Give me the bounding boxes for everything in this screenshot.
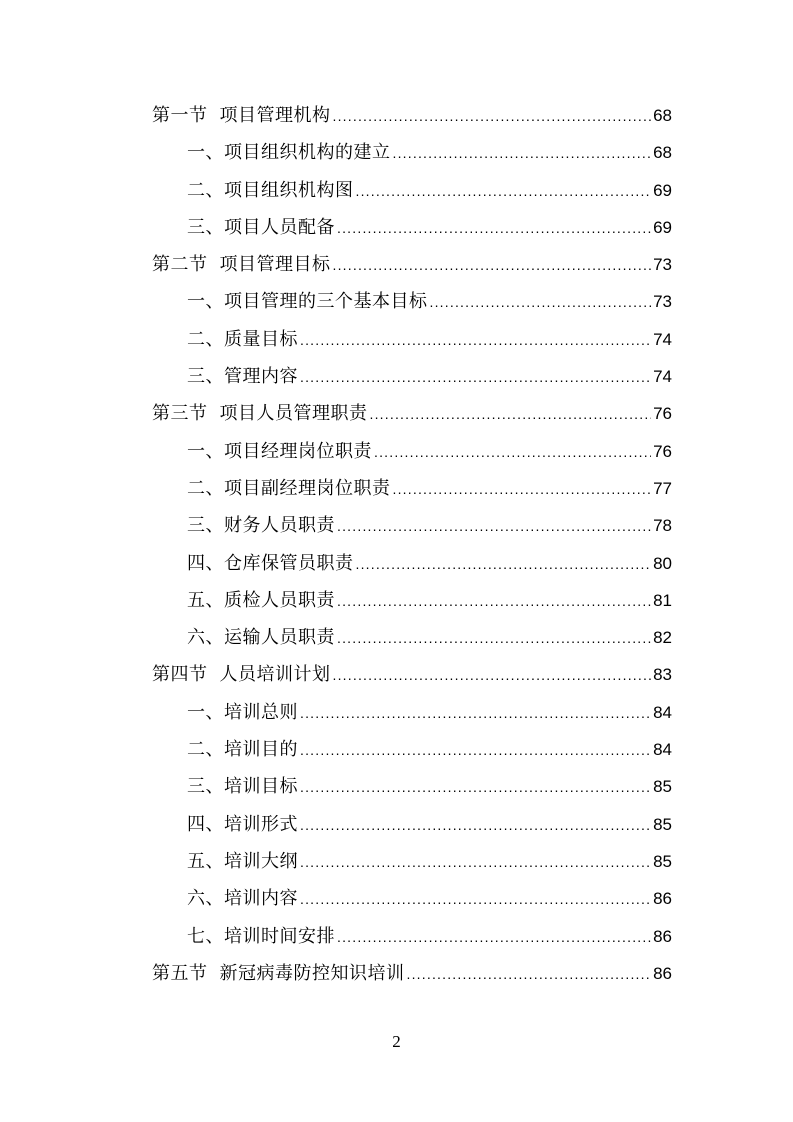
- toc-entry-label: [152, 250, 331, 276]
- toc-entry-title: 三、培训目标: [187, 776, 298, 798]
- toc-entry-label: [152, 660, 331, 686]
- toc-subsection-entry[interactable]: [0, 884, 793, 921]
- toc-dot-leader: [374, 444, 651, 460]
- toc-dot-leader: [337, 518, 651, 534]
- toc-entry-title: 六、运输人员职责: [187, 627, 335, 649]
- toc-entry-title: 二、培训目的: [187, 739, 298, 761]
- toc-entry-label: [187, 549, 354, 575]
- toc-entry-title: 一、项目管理的三个基本目标: [187, 291, 428, 313]
- toc-section-entry[interactable]: [0, 959, 793, 996]
- toc-page-number: 69: [653, 217, 672, 237]
- toc-page-number: 84: [653, 702, 672, 722]
- toc-section-entry[interactable]: [0, 250, 793, 287]
- toc-page-number: 69: [653, 180, 672, 200]
- toc-entry-title: 项目人员管理职责: [219, 403, 368, 425]
- toc-dot-leader: [300, 779, 651, 795]
- toc-subsection-entry[interactable]: [0, 772, 793, 809]
- toc-entry-title: 二、质量目标: [187, 328, 298, 350]
- toc-dot-leader: [300, 369, 651, 385]
- toc-dot-leader: [300, 891, 651, 907]
- toc-page-number: 68: [653, 106, 672, 125]
- toc-entry-title: 一、培训总则: [187, 701, 298, 723]
- toc-section-number: 第五节: [152, 962, 208, 984]
- toc-subsection-entry[interactable]: [0, 623, 793, 660]
- toc-entry-label: [187, 437, 372, 463]
- toc-page-number: 76: [653, 441, 672, 461]
- toc-subsection-entry[interactable]: [0, 325, 793, 362]
- toc-dot-leader: [337, 593, 651, 609]
- toc-entry-title: 三、财务人员职责: [187, 515, 335, 537]
- toc-page-number: 82: [653, 628, 672, 648]
- toc-dot-leader: [356, 556, 652, 572]
- toc-subsection-entry[interactable]: [0, 287, 793, 324]
- toc-entry-label: [187, 810, 298, 836]
- toc-subsection-entry[interactable]: [0, 362, 793, 399]
- toc-dot-leader: [333, 257, 652, 273]
- toc-dot-leader: [393, 145, 652, 161]
- toc-subsection-entry[interactable]: [0, 474, 793, 511]
- toc-page-number: 73: [653, 292, 672, 312]
- toc-dot-leader: [333, 108, 652, 124]
- toc-entry-label: [152, 959, 405, 985]
- toc-entry-label: [187, 847, 298, 873]
- toc-subsection-entry[interactable]: [0, 810, 793, 847]
- toc-entry-label: [152, 101, 331, 127]
- toc-subsection-entry[interactable]: [0, 698, 793, 735]
- toc-entry-title: 人员培训计划: [219, 664, 331, 686]
- toc-page-number: 84: [653, 740, 672, 760]
- toc-entry-title: 一、项目经理岗位职责: [187, 440, 372, 462]
- toc-page-number: 85: [653, 814, 672, 834]
- toc-subsection-entry[interactable]: [0, 549, 793, 586]
- toc-page-number: 74: [653, 329, 672, 349]
- toc-subsection-entry[interactable]: [0, 437, 793, 474]
- toc-page-number: 80: [653, 553, 672, 573]
- toc-page-number: 85: [653, 777, 672, 797]
- toc-entry-label: [187, 623, 335, 649]
- toc-page-number: 81: [653, 590, 672, 610]
- toc-dot-leader: [337, 220, 651, 236]
- toc-page-number: 77: [653, 478, 672, 498]
- toc-section-entry[interactable]: [0, 101, 793, 138]
- toc-subsection-entry[interactable]: [0, 138, 793, 175]
- toc-subsection-entry[interactable]: [0, 586, 793, 623]
- toc-page-number: 76: [653, 404, 672, 424]
- toc-entry-label: [187, 474, 391, 500]
- toc-dot-leader: [430, 294, 652, 310]
- toc-section-number: 第一节: [152, 105, 208, 126]
- toc-page-number: 85: [653, 851, 672, 871]
- toc-entry-label: [187, 287, 428, 313]
- toc-entry-label: [187, 922, 335, 948]
- toc-subsection-entry[interactable]: [0, 213, 793, 250]
- toc-entry-label: [187, 213, 335, 239]
- table-of-contents: [0, 101, 793, 996]
- toc-subsection-entry[interactable]: [0, 511, 793, 548]
- toc-page-number: 86: [653, 889, 672, 909]
- toc-entry-title: 四、培训形式: [187, 813, 298, 835]
- toc-page-number: 86: [653, 963, 672, 983]
- toc-entry-label: [187, 586, 335, 612]
- toc-subsection-entry[interactable]: [0, 735, 793, 772]
- toc-entry-label: [187, 511, 335, 537]
- toc-entry-label: [187, 735, 298, 761]
- toc-dot-leader: [300, 332, 651, 348]
- toc-entry-title: 新冠病毒防控知识培训: [219, 962, 405, 984]
- toc-entry-title: 三、项目人员配备: [187, 216, 335, 238]
- toc-page-number: 78: [653, 516, 672, 536]
- toc-dot-leader: [300, 817, 651, 833]
- toc-subsection-entry[interactable]: [0, 922, 793, 959]
- toc-dot-leader: [356, 183, 652, 199]
- toc-entry-title: 二、项目组织机构图: [187, 179, 354, 201]
- toc-entry-title: 五、培训大纲: [187, 850, 298, 872]
- toc-entry-title: 四、仓库保管员职责: [187, 552, 354, 574]
- toc-dot-leader: [370, 406, 652, 422]
- toc-entry-title: 五、质检人员职责: [187, 589, 335, 611]
- toc-dot-leader: [337, 929, 651, 945]
- toc-section-number: 第二节: [152, 254, 208, 276]
- toc-dot-leader: [393, 481, 652, 497]
- toc-entry-label: [187, 325, 298, 351]
- page-number: 2: [392, 1032, 401, 1051]
- toc-entry-title: 二、项目副经理岗位职责: [187, 477, 391, 499]
- toc-entry-title: 项目管理目标: [219, 254, 331, 276]
- toc-entry-title: 项目管理机构: [219, 105, 331, 126]
- toc-section-entry[interactable]: [0, 399, 793, 436]
- toc-entry-label: [187, 772, 298, 798]
- toc-entry-label: [187, 138, 391, 164]
- toc-page-number: 73: [653, 255, 672, 275]
- toc-entry-label: [187, 698, 298, 724]
- toc-dot-leader: [300, 854, 651, 870]
- toc-entry-label: [187, 176, 354, 202]
- toc-subsection-entry[interactable]: [0, 176, 793, 213]
- toc-section-entry[interactable]: [0, 660, 793, 697]
- toc-entry-title: 一、项目组织机构的建立: [187, 142, 391, 164]
- toc-entry-label: [187, 362, 298, 388]
- toc-entry-label: [152, 399, 368, 425]
- toc-page-number: 83: [653, 665, 672, 685]
- toc-entry-label: [187, 884, 298, 910]
- toc-page-number: 68: [653, 143, 672, 163]
- toc-dot-leader: [337, 630, 651, 646]
- toc-page-number: 74: [653, 367, 672, 387]
- toc-dot-leader: [407, 966, 652, 982]
- toc-dot-leader: [333, 667, 652, 683]
- toc-entry-title: 三、管理内容: [187, 366, 298, 388]
- toc-section-number: 第四节: [152, 664, 208, 686]
- toc-subsection-entry[interactable]: [0, 847, 793, 884]
- toc-entry-title: 七、培训时间安排: [187, 925, 335, 947]
- toc-page-number: 86: [653, 926, 672, 946]
- toc-section-number: 第三节: [152, 403, 208, 425]
- toc-dot-leader: [300, 705, 651, 721]
- toc-dot-leader: [300, 742, 651, 758]
- toc-entry-title: 六、培训内容: [187, 888, 298, 910]
